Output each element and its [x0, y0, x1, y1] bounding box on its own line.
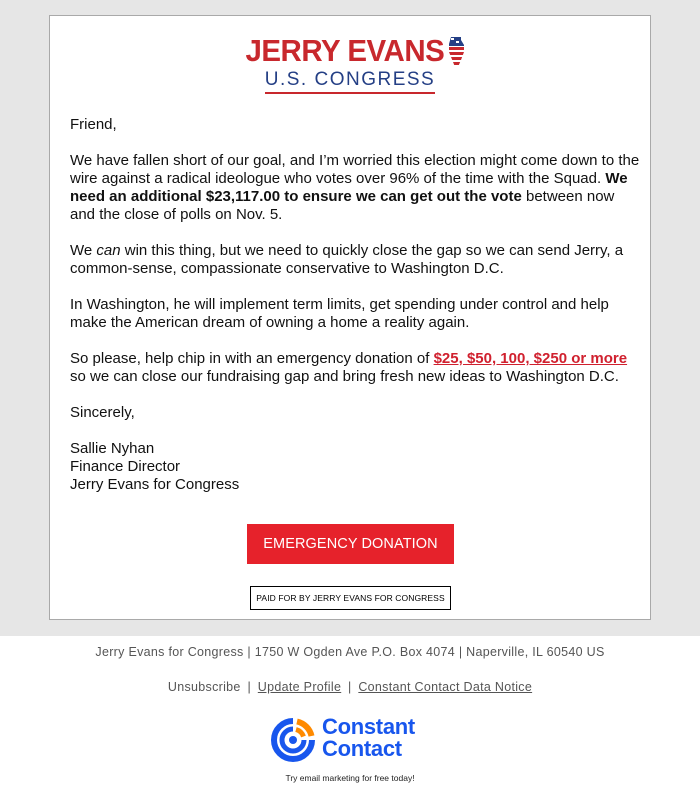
donation-amounts-link[interactable]: $25, $50, 100, $250 or more	[433, 350, 628, 367]
constant-contact-icon	[270, 717, 316, 763]
email-card	[49, 15, 651, 620]
constant-contact-logo[interactable]	[270, 716, 440, 766]
letter-body	[70, 116, 640, 512]
signer-name: Sallie Nyhan	[70, 440, 155, 457]
emergency-donation-button[interactable]: EMERGENCY DONATION	[247, 524, 454, 564]
paragraph-4: So please, help chip in with an emergency donation of $25, $50, 100, $250 or more so we can close our fundraising gap and bring fresh new ideas to Washington D.C.	[70, 350, 628, 385]
paragraph-1: We have fallen short of our goal, and I’m worried this election might come down to the wire against a radical ideologue who votes over 96% of the time with the Squad. We need an additional $23,117.00 to ensure we can get out the vote between now and the close of polls on Nov. 5.	[70, 152, 640, 223]
illinois-flag-icon	[448, 36, 465, 68]
data-notice-link[interactable]: Constant Contact Data Notice	[358, 680, 533, 694]
bold-goal: We need an additional $23,117.00 to ensure we can get out the vote	[70, 170, 628, 205]
signer-title: Finance Director	[70, 458, 181, 475]
unsubscribe-link[interactable]: Unsubscribe	[167, 680, 241, 694]
footer-address: Jerry Evans for Congress | 1750 W Ogden Ave P.O. Box 4074 | Naperville, IL 60540 US	[95, 645, 605, 659]
paragraph-2: We can win this thing, but we need to quickly close the gap so we can send Jerry, a common-sense, compassionate conservative to Washington D.C.	[70, 242, 624, 277]
footer-links: Unsubscribe | Update Profile | Constant Contact Data Notice	[167, 680, 533, 694]
closing: Sincerely,	[70, 404, 135, 421]
logo-underline	[265, 92, 435, 94]
update-profile-link[interactable]: Update Profile	[257, 680, 342, 694]
paid-for-disclaimer: PAID FOR BY JERRY EVANS FOR CONGRESS	[250, 586, 451, 610]
signer-org: Jerry Evans for Congress	[70, 476, 240, 493]
logo-subtitle: U.S. CONGRESS	[50, 69, 650, 91]
constant-contact-wordmark: Constant Contact	[322, 714, 415, 761]
logo-name: JERRY EVANS	[245, 33, 445, 68]
signature	[70, 440, 640, 494]
campaign-logo	[50, 34, 650, 91]
greeting: Friend,	[70, 116, 117, 133]
paragraph-3: In Washington, he will implement term limits, get spending under control and help make the American dream of owning a home a reality again.	[70, 296, 609, 331]
constant-contact-tagline[interactable]: Try email marketing for free today!	[285, 773, 415, 783]
